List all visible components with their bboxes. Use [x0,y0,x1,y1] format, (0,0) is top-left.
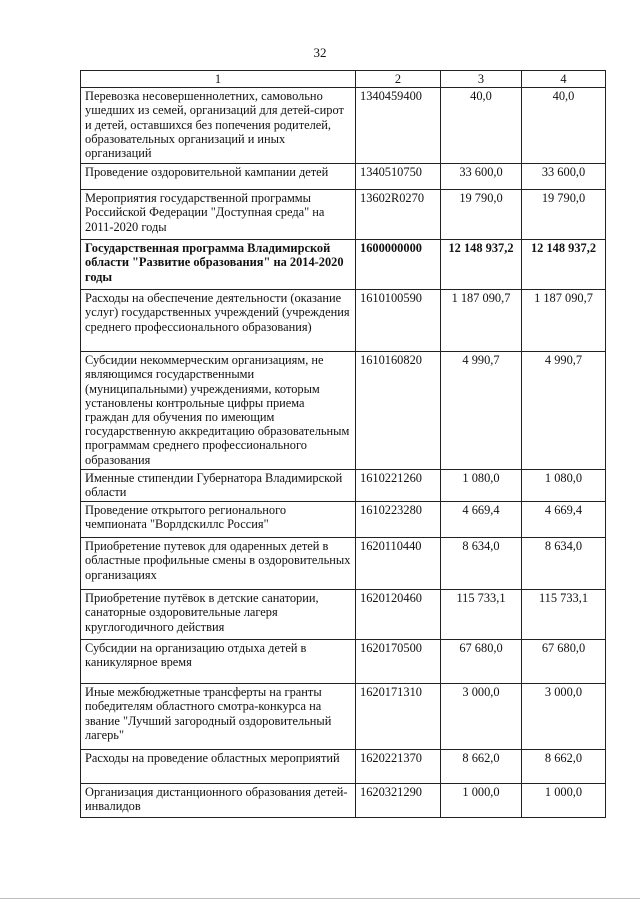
table-row [81,290,606,352]
row-value-4: 33 600,0 [522,164,606,190]
table-row [81,352,606,470]
row-value-4: 1 080,0 [522,470,606,502]
row-code: 13602R0270 [356,190,441,240]
row-value-3: 4 990,7 [441,352,522,470]
row-value-4: 12 148 937,2 [522,240,606,290]
row-name: Субсидии некоммерческим организациям, не являющимся государственными (муниципальными) учреждениями, которым установлены контрольные цифры приема граждан для обучения по имеющим государственную аккредитацию образовательным программам среднего профессионального образования [81,352,356,470]
row-value-3: 1 080,0 [441,470,522,502]
table-row [81,784,606,818]
row-name: Мероприятия государственной программы Российской Федерации "Доступная среда" на 2011-2020 годы [81,190,356,240]
row-code: 1620110440 [356,538,441,590]
row-code: 1610223280 [356,502,441,538]
row-code: 1600000000 [356,240,441,290]
table-row [81,640,606,684]
row-name: Субсидии на организацию отдыха детей в каникулярное время [81,640,356,684]
table-row [81,470,606,502]
row-code: 1620171310 [356,684,441,750]
table-row [81,502,606,538]
table-header-row [81,71,606,88]
row-value-3: 3 000,0 [441,684,522,750]
row-name: Перевозка несовершеннолетних, самовольно ушедших из семей, организаций для детей-сирот и детей, оставшихся без попечения родителей, образовательных организаций и иных организаций [81,88,356,164]
table-row [81,88,606,164]
row-code: 1610160820 [356,352,441,470]
row-value-4: 67 680,0 [522,640,606,684]
row-value-4: 3 000,0 [522,684,606,750]
row-value-3: 19 790,0 [441,190,522,240]
column-header-3: 3 [441,71,522,88]
row-code: 1340510750 [356,164,441,190]
row-name: Приобретение путёвок в детские санатории, санаторные оздоровительные лагеря круглогодичного действия [81,590,356,640]
row-value-4: 19 790,0 [522,190,606,240]
row-name: Проведение открытого регионального чемпионата "Ворлдскиллс Россия" [81,502,356,538]
table-row [81,538,606,590]
row-value-3: 115 733,1 [441,590,522,640]
row-code: 1620120460 [356,590,441,640]
row-code: 1620170500 [356,640,441,684]
page-number: 32 [313,45,327,60]
row-value-4: 8 662,0 [522,750,606,784]
row-value-3: 4 669,4 [441,502,522,538]
table-row [81,590,606,640]
row-value-4: 40,0 [522,88,606,164]
row-value-3: 40,0 [441,88,522,164]
row-name: Расходы на обеспечение деятельности (оказание услуг) государственных учреждений (учреждения среднего профессионального образования) [81,290,356,352]
row-name: Государственная программа Владимирской области "Развитие образования" на 2014-2020 годы [81,240,356,290]
table-row [81,240,606,290]
row-value-3: 1 187 090,7 [441,290,522,352]
row-value-4: 4 669,4 [522,502,606,538]
row-name: Приобретение путевок для одаренных детей в областные профильные смены в оздоровительных организациях [81,538,356,590]
scan-edge-line [0,898,640,899]
row-code: 1620321290 [356,784,441,818]
row-name: Именные стипендии Губернатора Владимирской области [81,470,356,502]
table-row [81,190,606,240]
table-row [81,164,606,190]
row-value-3: 67 680,0 [441,640,522,684]
row-value-4: 4 990,7 [522,352,606,470]
row-code: 1620221370 [356,750,441,784]
row-name: Проведение оздоровительной кампании детей [81,164,356,190]
row-value-3: 1 000,0 [441,784,522,818]
budget-table [80,70,606,818]
row-code: 1610100590 [356,290,441,352]
row-value-4: 115 733,1 [522,590,606,640]
row-value-3: 33 600,0 [441,164,522,190]
row-code: 1340459400 [356,88,441,164]
column-header-2: 2 [356,71,441,88]
row-value-4: 1 187 090,7 [522,290,606,352]
row-name: Иные межбюджетные трансферты на гранты победителям областного смотра-конкурса на звание "Лучший загородный оздоровительный лагерь" [81,684,356,750]
row-code: 1610221260 [356,470,441,502]
row-value-3: 12 148 937,2 [441,240,522,290]
table-row [81,684,606,750]
table-row [81,750,606,784]
row-value-3: 8 662,0 [441,750,522,784]
column-header-1: 1 [81,71,356,88]
row-value-4: 8 634,0 [522,538,606,590]
row-name: Расходы на проведение областных мероприятий [81,750,356,784]
row-value-4: 1 000,0 [522,784,606,818]
row-value-3: 8 634,0 [441,538,522,590]
column-header-4: 4 [522,71,606,88]
row-name: Организация дистанционного образования детей-инвалидов [81,784,356,818]
